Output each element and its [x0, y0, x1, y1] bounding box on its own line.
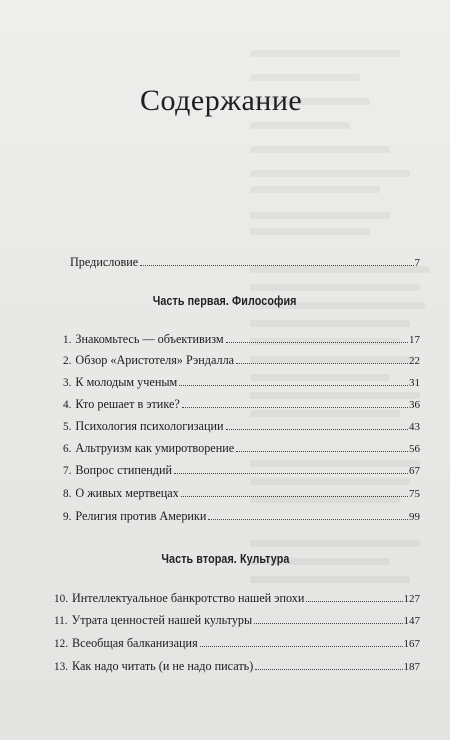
toc-entry-label: Знакомьтесь — объективизм [75, 332, 224, 346]
dot-leader [181, 496, 408, 497]
page-title: Содержание [140, 84, 303, 117]
chapter-number: 7. [63, 465, 72, 477]
chapter-number: 4. [63, 399, 72, 411]
toc-entry-page: 31 [409, 377, 420, 389]
dot-leader [255, 669, 402, 670]
dot-leader [179, 385, 408, 386]
chapter-number: 1. [63, 334, 72, 346]
dot-leader [306, 601, 402, 602]
chapter-number: 3. [63, 377, 72, 389]
dot-leader [226, 342, 408, 343]
toc-chapter[interactable] [63, 462, 420, 479]
toc-entry-label: Альтруизм как умиротворение [75, 441, 235, 455]
toc-chapter[interactable] [63, 374, 420, 391]
chapter-number: 5. [63, 421, 72, 433]
chapter-number: 9. [63, 511, 72, 523]
toc-chapter[interactable] [54, 612, 420, 629]
toc-chapter[interactable] [54, 658, 420, 675]
dot-leader [174, 473, 408, 474]
toc-entry-label: Обзор «Аристотеля» Рэндалла [75, 353, 235, 367]
toc-entry-page: 147 [403, 615, 420, 627]
toc-chapter[interactable] [54, 635, 420, 652]
chapter-number: 6. [63, 443, 72, 455]
toc-entry-label: К молодым ученым [75, 375, 178, 389]
toc-entry-label: Кто решает в этике? [75, 397, 180, 411]
dot-leader [208, 519, 408, 520]
toc-chapter[interactable] [63, 485, 420, 502]
toc-entry-page: 187 [403, 661, 420, 673]
dot-leader [200, 646, 403, 647]
dot-leader [226, 429, 408, 430]
toc-entry-page: 99 [409, 511, 420, 523]
chapter-number: 10. [54, 593, 68, 605]
chapter-number: 8. [63, 488, 72, 500]
toc-entry-label: Утрата ценностей нашей культуры [71, 613, 253, 627]
dot-leader [182, 407, 408, 408]
toc-entry-page: 75 [409, 488, 420, 500]
chapter-number: 11. [54, 615, 68, 627]
toc-entry-page: 56 [409, 443, 420, 455]
dot-leader [254, 623, 402, 624]
toc-entry-label: Психология психологизации [75, 419, 224, 433]
toc-chapter[interactable] [63, 508, 420, 525]
part-heading: Часть вторая. Культура [160, 552, 290, 566]
toc-chapter[interactable] [63, 396, 420, 413]
chapter-number: 2. [63, 355, 72, 367]
toc-entry-page: 127 [403, 593, 420, 605]
toc-entry-label: Как надо читать (и не надо писать) [71, 659, 254, 673]
toc-entry-label: Религия против Америки [75, 509, 207, 523]
toc-entry-page: 7 [414, 257, 420, 269]
toc-entry-label: Интеллектуальное банкротство нашей эпохи [71, 591, 305, 605]
part-heading: Часть первая. Философия [153, 294, 297, 308]
toc-entry-page: 22 [409, 355, 420, 367]
toc-entry-page: 67 [409, 465, 420, 477]
toc-preface[interactable] [70, 254, 420, 271]
toc-chapter[interactable] [63, 352, 420, 369]
toc-chapter[interactable] [63, 418, 420, 435]
dot-leader [236, 451, 408, 452]
toc-entry-page: 43 [409, 421, 420, 433]
toc-entry-label: Вопрос стипендий [75, 463, 173, 477]
chapter-number: 13. [54, 661, 68, 673]
toc-entry-page: 36 [409, 399, 420, 411]
toc-entry-page: 17 [409, 334, 420, 346]
toc-entry-label: Всеобщая балканизация [71, 636, 198, 650]
toc-entry-page: 167 [403, 638, 420, 650]
toc-chapter[interactable] [63, 331, 420, 348]
toc-chapter[interactable] [63, 440, 420, 457]
toc-entry-label: Предисловие [70, 255, 139, 269]
dot-leader [140, 265, 413, 266]
toc-entry-label: О живых мертвецах [75, 486, 179, 500]
chapter-number: 12. [54, 638, 68, 650]
dot-leader [236, 363, 408, 364]
toc-chapter[interactable] [54, 590, 420, 607]
